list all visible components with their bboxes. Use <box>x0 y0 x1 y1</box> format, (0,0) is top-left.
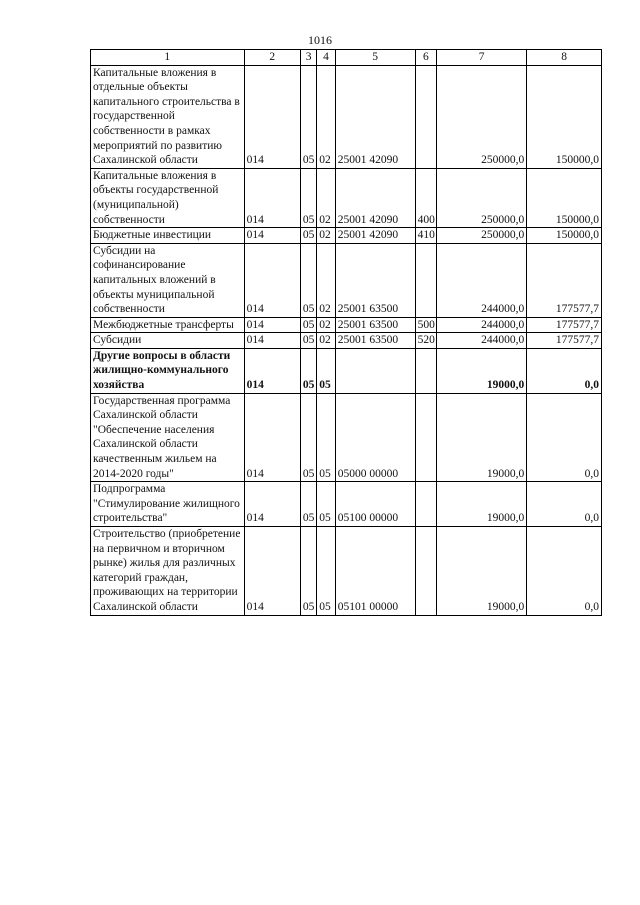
row-amount-2-cell: 0,0 <box>527 482 602 527</box>
row-admin-code-cell: 014 <box>244 482 300 527</box>
row-target-article-cell: 25001 63500 <box>335 317 415 333</box>
row-section-cell: 05 <box>300 243 316 317</box>
row-amount-1-cell: 244000,0 <box>437 317 527 333</box>
column-header: 8 <box>527 50 602 66</box>
column-header: 3 <box>300 50 316 66</box>
row-expense-type-cell <box>415 393 437 482</box>
table-row <box>91 348 602 393</box>
row-section-cell: 05 <box>300 482 316 527</box>
row-target-article-cell: 05100 00000 <box>335 482 415 527</box>
table-row <box>91 228 602 244</box>
row-admin-code-cell: 014 <box>244 393 300 482</box>
table-row <box>91 482 602 527</box>
row-section-cell: 05 <box>300 393 316 482</box>
table-row <box>91 65 602 168</box>
row-amount-1-cell: 244000,0 <box>437 243 527 317</box>
row-target-article-cell: 25001 63500 <box>335 243 415 317</box>
row-amount-1-cell: 19000,0 <box>437 482 527 527</box>
row-amount-2-cell: 177577,7 <box>527 317 602 333</box>
table-row <box>91 168 602 227</box>
row-expense-type-cell: 500 <box>415 317 437 333</box>
row-subsection-cell: 05 <box>317 527 335 616</box>
row-name-cell: Бюджетные инвестиции <box>91 228 245 244</box>
table-header-row <box>91 50 602 66</box>
row-amount-1-cell: 19000,0 <box>437 393 527 482</box>
row-subsection-cell: 02 <box>317 168 335 227</box>
row-amount-2-cell: 150000,0 <box>527 168 602 227</box>
row-target-article-cell: 25001 42090 <box>335 228 415 244</box>
row-target-article-cell: 25001 63500 <box>335 333 415 349</box>
row-section-cell: 05 <box>300 168 316 227</box>
column-header: 4 <box>317 50 335 66</box>
row-expense-type-cell <box>415 482 437 527</box>
row-section-cell: 05 <box>300 65 316 168</box>
table-row <box>91 317 602 333</box>
row-expense-type-cell: 400 <box>415 168 437 227</box>
row-amount-2-cell: 177577,7 <box>527 333 602 349</box>
table-row <box>91 243 602 317</box>
table-row <box>91 333 602 349</box>
row-name-cell: Межбюджетные трансферты <box>91 317 245 333</box>
row-admin-code-cell: 014 <box>244 333 300 349</box>
row-subsection-cell: 05 <box>317 482 335 527</box>
row-subsection-cell: 05 <box>317 348 335 393</box>
row-admin-code-cell: 014 <box>244 527 300 616</box>
row-subsection-cell: 02 <box>317 65 335 168</box>
row-section-cell: 05 <box>300 348 316 393</box>
table-row <box>91 527 602 616</box>
table-body <box>91 65 602 615</box>
row-admin-code-cell: 014 <box>244 228 300 244</box>
row-target-article-cell: 05000 00000 <box>335 393 415 482</box>
row-name-cell: Капитальные вложения в объекты государственной (муниципальной) собственности <box>91 168 245 227</box>
row-name-cell: Капитальные вложения в отдельные объекты капитального строительства в государственной собственности в рамках мероприятий по развитию Сахалинской области <box>91 65 245 168</box>
row-name-cell: Подпрограмма "Стимулирование жилищного строительства" <box>91 482 245 527</box>
row-section-cell: 05 <box>300 317 316 333</box>
column-header: 2 <box>244 50 300 66</box>
row-name-cell: Государственная программа Сахалинской области "Обеспечение населения Сахалинской области качественным жильем на 2014-2020 годы" <box>91 393 245 482</box>
row-expense-type-cell <box>415 527 437 616</box>
row-amount-2-cell: 150000,0 <box>527 65 602 168</box>
row-admin-code-cell: 014 <box>244 317 300 333</box>
row-section-cell: 05 <box>300 228 316 244</box>
page-number: 1016 <box>308 33 332 47</box>
column-header: 7 <box>437 50 527 66</box>
row-subsection-cell: 02 <box>317 333 335 349</box>
row-amount-2-cell: 150000,0 <box>527 228 602 244</box>
row-amount-1-cell: 250000,0 <box>437 65 527 168</box>
row-admin-code-cell: 014 <box>244 243 300 317</box>
row-amount-1-cell: 250000,0 <box>437 228 527 244</box>
row-name-cell: Субсидии <box>91 333 245 349</box>
row-name-cell: Другие вопросы в области жилищно-коммунального хозяйства <box>91 348 245 393</box>
row-expense-type-cell <box>415 348 437 393</box>
row-section-cell: 05 <box>300 527 316 616</box>
row-amount-2-cell: 0,0 <box>527 527 602 616</box>
row-subsection-cell: 02 <box>317 317 335 333</box>
row-admin-code-cell: 014 <box>244 65 300 168</box>
row-target-article-cell: 25001 42090 <box>335 65 415 168</box>
row-name-cell: Строительство (приобретение на первичном и вторичном рынке) жилья для различных категорий граждан, проживающих на территории Сахалинской области <box>91 527 245 616</box>
row-amount-2-cell: 177577,7 <box>527 243 602 317</box>
budget-table <box>90 49 602 616</box>
row-admin-code-cell: 014 <box>244 348 300 393</box>
row-admin-code-cell: 014 <box>244 168 300 227</box>
row-expense-type-cell: 520 <box>415 333 437 349</box>
row-amount-1-cell: 250000,0 <box>437 168 527 227</box>
table-row <box>91 393 602 482</box>
row-subsection-cell: 02 <box>317 228 335 244</box>
row-target-article-cell <box>335 348 415 393</box>
row-amount-1-cell: 19000,0 <box>437 527 527 616</box>
row-subsection-cell: 02 <box>317 243 335 317</box>
row-expense-type-cell: 410 <box>415 228 437 244</box>
row-subsection-cell: 05 <box>317 393 335 482</box>
column-header: 6 <box>415 50 437 66</box>
row-expense-type-cell <box>415 243 437 317</box>
row-name-cell: Субсидии на софинансирование капитальных вложений в объекты муниципальной собственности <box>91 243 245 317</box>
row-target-article-cell: 05101 00000 <box>335 527 415 616</box>
column-header: 1 <box>91 50 245 66</box>
row-amount-1-cell: 19000,0 <box>437 348 527 393</box>
row-amount-2-cell: 0,0 <box>527 348 602 393</box>
row-amount-2-cell: 0,0 <box>527 393 602 482</box>
row-expense-type-cell <box>415 65 437 168</box>
row-target-article-cell: 25001 42090 <box>335 168 415 227</box>
row-section-cell: 05 <box>300 333 316 349</box>
row-amount-1-cell: 244000,0 <box>437 333 527 349</box>
column-header: 5 <box>335 50 415 66</box>
